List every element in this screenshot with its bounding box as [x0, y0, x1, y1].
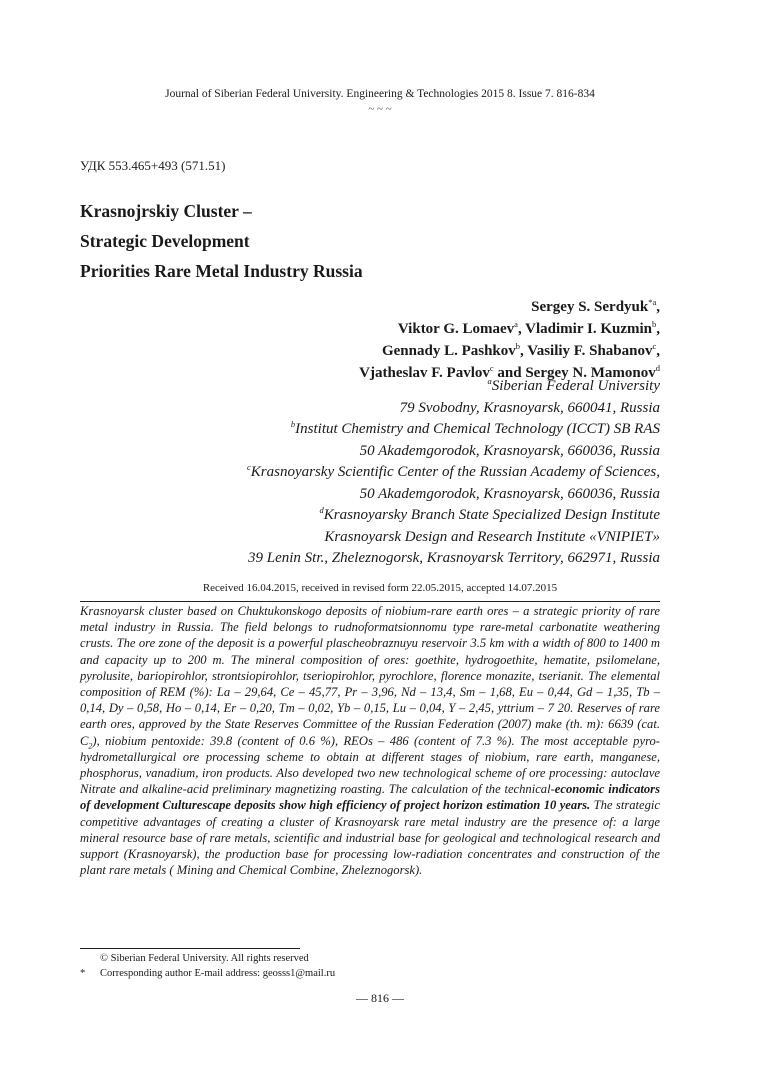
affil-text: Krasnoyarsky Scientific Center of the Russian Academy of Sciences,	[250, 464, 660, 480]
affiliation-a-address: 79 Svobodny, Krasnoyarsk, 660041, Russia	[399, 399, 660, 416]
author-line-3	[359, 340, 660, 362]
paper-title	[80, 196, 363, 286]
author-affil-mark: a	[514, 319, 518, 329]
affil-mark: b	[290, 419, 296, 429]
author-sep: ,	[656, 321, 660, 337]
udk-code: УДК 553.465+493 (571.51)	[80, 158, 226, 173]
author-affil-mark: c	[489, 363, 494, 373]
author-sep: ,	[517, 321, 526, 337]
copyright-text: © Siberian Federal University. All rights reserved	[100, 953, 309, 964]
footnote-corresponding	[80, 966, 335, 981]
page-number: — 816 —	[356, 991, 404, 1005]
title-line-1: Krasnojrskiy Cluster –	[80, 201, 252, 221]
author-affil-mark: *a	[648, 297, 657, 307]
affiliation-c-name	[247, 462, 660, 484]
footnote-divider	[80, 948, 300, 949]
abstract-divider	[80, 601, 660, 602]
abstract-text-2: ), niobium pentoxide: 39.8 (content of 0.6 %), REOs – 486 (content of 7.3 %). The most acceptable pyro-hydrometallurgical ore processing scheme to obtain at different stages of niobium, rare earth, manganese, phosphorus, vanadium, iron products. Also developed two new technological scheme of ore processing: autoclave Nitrate and alkaline-acid preliminary magnetizing roasting. The calculation of the technical-	[80, 733, 660, 797]
author-affil-mark: c	[652, 341, 657, 351]
abstract-bold-text: economic indicators of development Culturescape deposits show high efficiency of project horizon estimation 10 years.	[80, 782, 660, 813]
author-sep: ,	[656, 343, 660, 359]
author-sep: ,	[520, 343, 528, 359]
affiliation-c-address: 50 Akademgorodok, Krasnoyarsk, 660036, Russia	[359, 485, 660, 502]
footnote-mark-empty	[80, 951, 100, 966]
header-ornament: ~ ~ ~	[368, 103, 392, 115]
author-list	[359, 296, 660, 384]
author-name: Vladimir I. Kuzmin	[525, 321, 652, 337]
footnote-star-mark: *	[80, 968, 86, 979]
received-dates: Received 16.04.2015, received in revised form 22.05.2015, accepted 14.07.2015	[202, 582, 558, 594]
journal-header: Journal of Siberian Federal University. Engineering & Technologies 2015 8. Issue 7. 816-834	[165, 88, 595, 100]
affiliation-list	[247, 376, 660, 570]
affiliation-b-address: 50 Akademgorodok, Krasnoyarsk, 660036, Russia	[359, 442, 660, 459]
affil-text: Institut Chemistry and Chemical Technology (ICCT) SB RAS	[295, 421, 660, 437]
affiliation-d-name-2: Krasnoyarsk Design and Research Institute «VNIPIET»	[324, 528, 660, 545]
abstract-text-1: Krasnoyarsk cluster based on Chuktukonskogo deposits of niobium-rare earth ores – a strategic priority of rare metal industry in Russia. The field belongs to rudnoformatsionnomu type rare-metal carbonatite weathering crusts. The ore zone of the deposit is a powerful plascheobraznuyu reservoir 3.5 km with a width of 800 to 1400 m and capacity up to 200 m. The mineral composition of ores: goethite, hydrogoethite, hematite, psilomelane, pyrolusite, bariopirohlor, strontsiopirohlor, tseriopirohlor, pyrochlore, florence monazite, tserianit. The elemental composition of REM (%): La – 29,64, Ce – 45,77, Pr – 3,96, Nd – 13,4, Sm – 1,68, Eu – 0,44, Gd – 1,35, Tb – 0,14, Dy – 0,58, Ho – 0,14, Er – 0,20, Tm – 0,02, Yb – 0,15, Lu – 0,04, Y – 2,45, yttrium – 7 20. Reserves of rare earth ores, approved by the State Reserves Committee of the Russian Federation (2007) make (th. m): 6639 (cat. C	[80, 604, 660, 748]
author-affil-mark: b	[515, 341, 521, 351]
author-name: Gennady L. Pashkov	[381, 343, 516, 359]
author-sep: and	[493, 365, 526, 381]
author-name: Vasiliy F. Shabanov	[527, 343, 653, 359]
affiliation-d-address: 39 Lenin Str., Zheleznogorsk, Krasnoyarsk Territory, 662971, Russia	[248, 550, 660, 566]
title-line-2: Strategic Development	[80, 231, 250, 251]
author-affil-mark: d	[655, 363, 660, 373]
affil-text: Siberian Federal University	[491, 378, 660, 394]
author-name: Sergey N. Mamonov	[525, 365, 656, 381]
author-sep: ,	[656, 299, 660, 315]
corresponding-author-text: Corresponding author E-mail address: geosss1@mail.ru	[100, 968, 336, 979]
abstract-text-3: The strategic competitive advantages of creating a cluster of Krasnoyarsk rare metal industry are the presence of: a large mineral resource base of rare metals, scientific and industrial base for geological and technological research and support (Krasnoyarsk), the production base for processing low-radiation concentrates and construction of the plant rare metals ( Mining and Chemical Combine, Zheleznogorsk).	[80, 798, 660, 878]
affiliation-d-name	[247, 505, 660, 527]
affil-mark: d	[319, 505, 324, 515]
author-name: Viktor G. Lomaev	[397, 321, 515, 337]
author-name: Vjatheslav F. Pavlov	[359, 365, 490, 381]
title-line-3: Priorities Rare Metal Industry Russia	[80, 261, 363, 281]
author-line-2	[359, 318, 660, 340]
footnote-copyright	[80, 951, 335, 966]
author-affil-mark: b	[652, 319, 657, 329]
affil-mark: c	[247, 462, 251, 472]
affiliation-b-name	[247, 419, 660, 441]
author-line-1	[359, 296, 660, 318]
affil-text: Krasnoyarsky Branch State Specialized Design Institute	[323, 507, 660, 523]
abstract	[80, 603, 660, 878]
affil-mark: a	[487, 376, 492, 386]
affiliation-a-name	[247, 376, 660, 398]
author-name: Sergey S. Serdyuk	[531, 299, 649, 315]
footnotes	[80, 951, 335, 981]
abstract-subscript: 2	[88, 741, 93, 751]
